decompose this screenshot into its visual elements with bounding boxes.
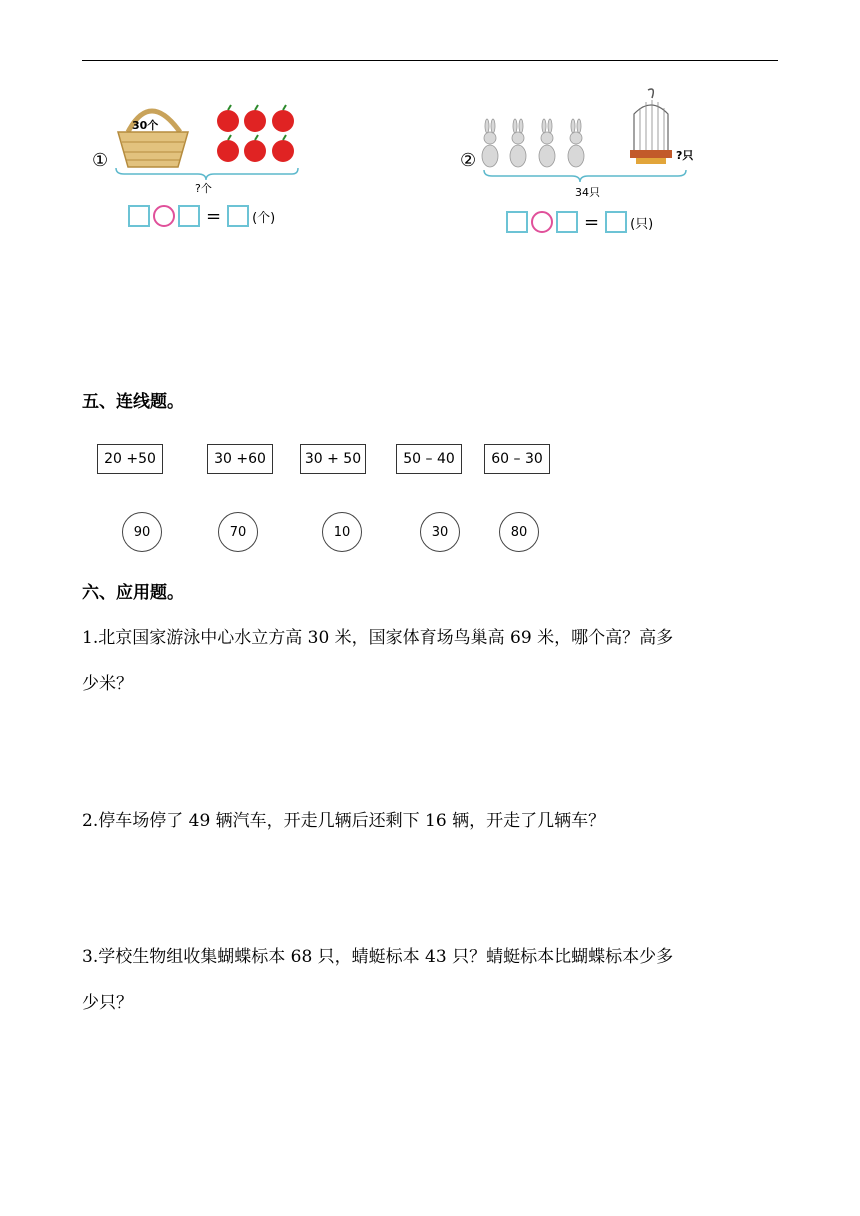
operator-circle[interactable] (531, 211, 553, 233)
problem2-equation: = (只) (506, 211, 653, 233)
problem2-illustration (476, 86, 696, 186)
answer-circle[interactable]: 70 (218, 512, 258, 552)
question-1-line1: 1.北京国家游泳中心水立方高 30 米，国家体育场鸟巢高 69 米，哪个高？高多 (82, 628, 674, 648)
answer-box[interactable] (556, 211, 578, 233)
question-1-line2: 少米？ (82, 674, 133, 694)
operator-circle[interactable] (153, 205, 175, 227)
answer-box[interactable] (605, 211, 627, 233)
unit-label: (个) (252, 210, 276, 226)
header-rule (82, 60, 778, 61)
total-brace (484, 170, 686, 182)
expression-box[interactable]: 30 +60 (207, 444, 273, 474)
question-2: 2.停车场停了 49 辆汽车，开走几辆后还剩下 16 辆，开走了几辆车？ (82, 811, 606, 831)
total-brace (116, 168, 298, 180)
problem2-total-label: 34只 (575, 186, 600, 199)
rabbit-icon (482, 119, 584, 167)
answer-box[interactable] (227, 205, 249, 227)
expression-box[interactable]: 60 – 30 (484, 444, 550, 474)
answer-box[interactable] (128, 205, 150, 227)
answer-circle[interactable]: 10 (322, 512, 362, 552)
birdcage-icon (630, 89, 672, 164)
answer-circle[interactable]: 90 (122, 512, 162, 552)
apple-icon (217, 105, 294, 162)
question-3-line2: 少只？ (82, 993, 133, 1013)
basket-count-label: 30个 (132, 119, 159, 132)
unit-label: (只) (630, 216, 654, 232)
expression-box[interactable]: 50 – 40 (396, 444, 462, 474)
section5-title: 五、连线题。 (82, 392, 184, 412)
section6-title: 六、应用题。 (82, 583, 184, 603)
problem1-marker: ① (92, 150, 109, 171)
answer-box[interactable] (506, 211, 528, 233)
problem2-marker: ② (460, 150, 477, 171)
problem1-equation: = (个) (128, 205, 275, 227)
problem2-unknown-label: ?只 (676, 149, 694, 162)
problem1-total-label: ?个 (195, 182, 212, 195)
answer-box[interactable] (178, 205, 200, 227)
answer-circle[interactable]: 30 (420, 512, 460, 552)
expression-box[interactable]: 30 + 50 (300, 444, 366, 474)
answer-circle[interactable]: 80 (499, 512, 539, 552)
expression-box[interactable]: 20 +50 (97, 444, 163, 474)
question-3-line1: 3.学校生物组收集蝴蝶标本 68 只，蜻蜓标本 43 只？蜻蜓标本比蝴蝶标本少多 (82, 947, 674, 967)
